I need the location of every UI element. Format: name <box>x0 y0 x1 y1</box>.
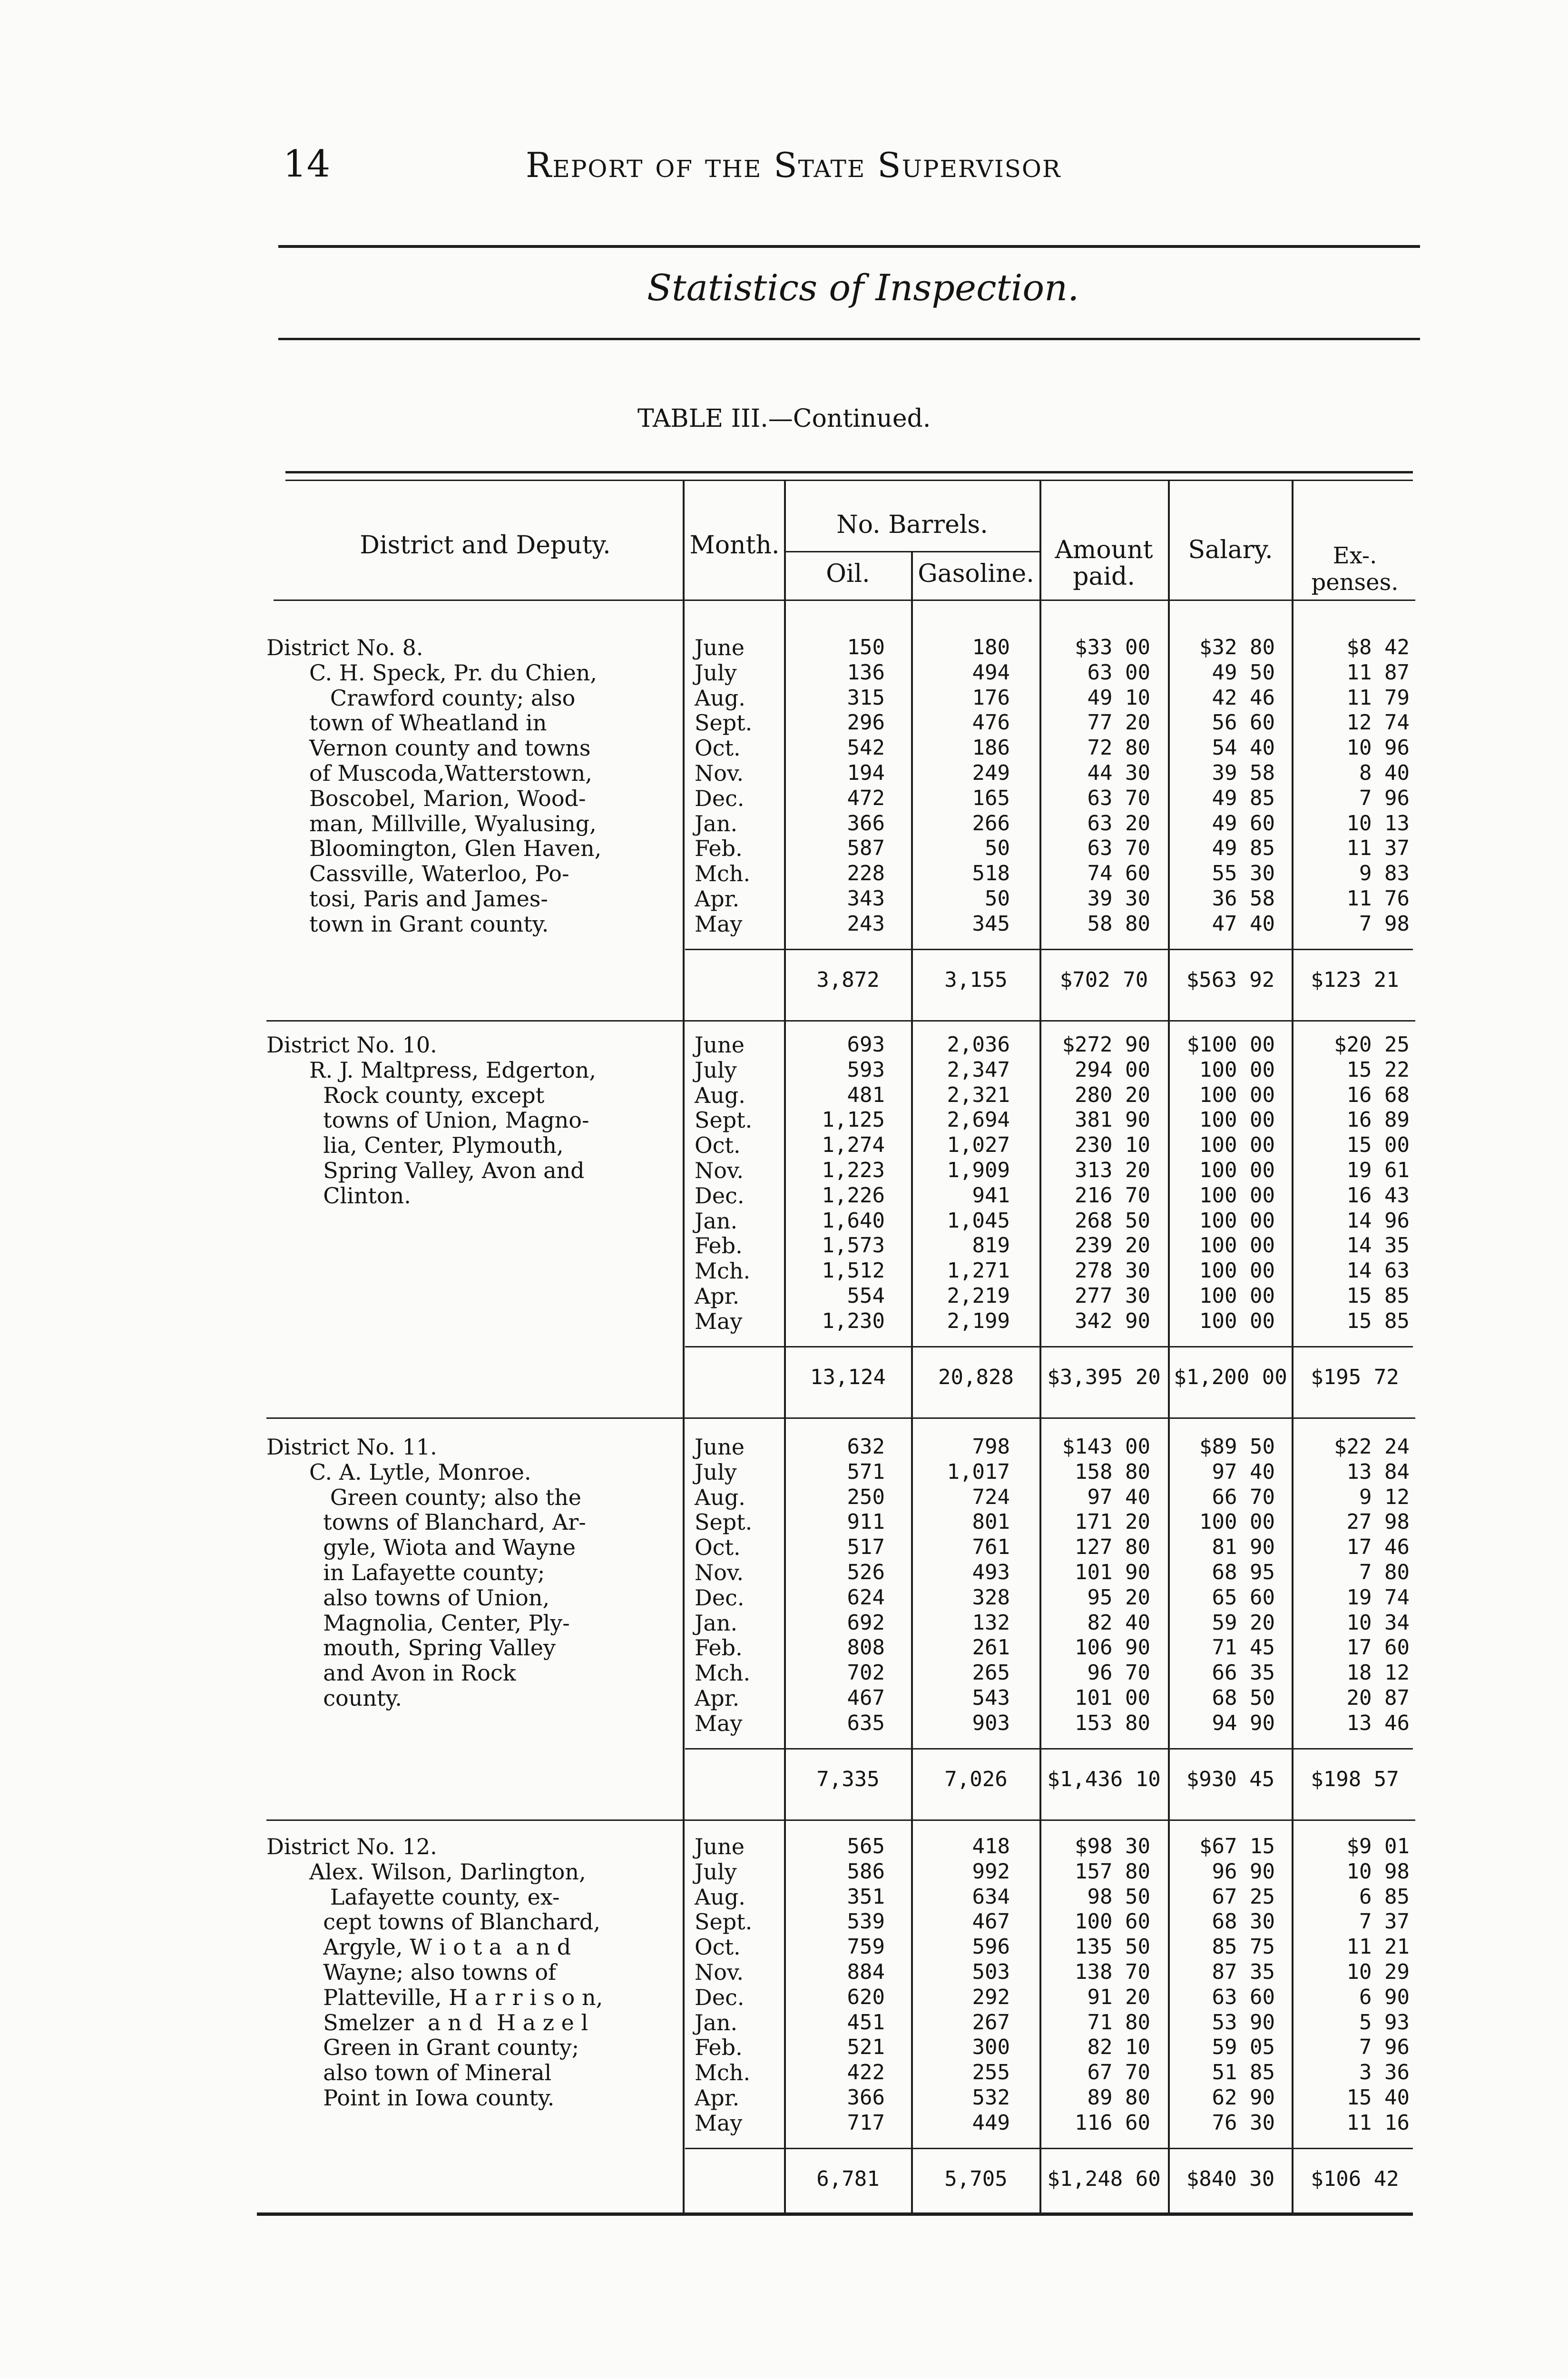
block-separator-rule <box>266 1020 1415 1022</box>
total-salary: $930 45 <box>1186 1767 1275 1791</box>
table-rule-top-1 <box>285 471 1413 473</box>
col-header-expenses: Ex-. penses. <box>1311 542 1399 596</box>
total-expenses: $195 72 <box>1311 1365 1399 1389</box>
total-gasoline: 3,155 <box>944 967 1008 992</box>
gasoline-values: 2,036 2,347 2,321 2,694 1,027 1,909 941 1,045 819 1,271 2,219 2,199 <box>947 1032 1010 1333</box>
total-oil: 6,781 <box>816 2166 880 2191</box>
barrels-subrule <box>785 551 1039 552</box>
total-expenses: $106 42 <box>1311 2166 1399 2191</box>
salary-values: $100 00 100 00 100 00 100 00 100 00 100 00 100 00 100 00 100 00 100 00 100 00 100 00 <box>1186 1032 1275 1333</box>
col-header-district: District and Deputy. <box>360 531 611 560</box>
rule-top <box>278 245 1420 248</box>
total-oil: 3,872 <box>816 967 880 992</box>
totals-rule <box>685 2148 1413 2149</box>
district-description: C. A. Lytle, Monroe. Green county; also the towns of Blanchard, Ar- gyle, Wiota and Wayne in Lafayette county; also towns of Union, Magnolia, Center, Ply- mouth, Spring Valley and Avon in Rock county. <box>309 1459 586 1711</box>
amount-values: $272 90 294 00 280 20 381 90 230 10 313 20 216 70 268 50 239 20 278 30 277 30 342 90 <box>1062 1032 1150 1333</box>
oil-values: 565 586 351 539 759 884 620 451 521 422 366 717 <box>847 1834 885 2135</box>
rule-under-subtitle <box>278 338 1420 340</box>
total-oil: 13,124 <box>810 1365 886 1389</box>
district-title: District No. 12. <box>266 1834 437 1859</box>
section-title: Statistics of Inspection. <box>647 266 1079 309</box>
oil-values: 693 593 481 1,125 1,274 1,223 1,226 1,640 1,573 1,512 554 1,230 <box>822 1032 885 1333</box>
amount-values: $33 00 63 00 49 10 77 20 72 80 44 30 63 70 63 20 63 70 74 60 39 30 58 80 <box>1075 635 1150 936</box>
total-gasoline: 20,828 <box>938 1365 1014 1389</box>
col-header-amount: Amount paid. <box>1055 536 1153 591</box>
col-header-salary: Salary. <box>1188 536 1273 564</box>
district-description: Alex. Wilson, Darlington, Lafayette county, ex- cept towns of Blanchard, Argyle, W i o t a a n d Wayne; also towns of Platteville, H a r r i s o n, Smelzer a n d H a z e l Green in Grant county; also town of Mineral Point in Iowa county. <box>309 1858 603 2111</box>
expenses-values: $20 25 15 22 16 68 16 89 15 00 19 61 16 43 14 96 14 35 14 63 15 85 15 85 <box>1334 1032 1410 1333</box>
salary-values: $32 80 49 50 42 46 56 60 54 40 39 58 49 85 49 60 49 85 55 30 36 58 47 40 <box>1199 635 1275 936</box>
month-list: June July Aug. Sept. Oct. Nov. Dec. Jan. Feb. Mch. Apr. May <box>695 1834 753 2136</box>
gasoline-values: 798 1,017 724 801 761 493 328 132 261 265 543 903 <box>947 1435 1010 1735</box>
district-title: District No. 10. <box>266 1032 437 1058</box>
totals-rule <box>685 949 1413 950</box>
totals-rule <box>685 1346 1413 1347</box>
table-rule-top-2 <box>285 480 1413 481</box>
oil-values: 150 136 315 296 542 194 472 366 587 228 343 243 <box>847 635 885 936</box>
page-number: 14 <box>283 143 331 186</box>
district-title: District No. 11. <box>266 1434 437 1460</box>
total-salary: $840 30 <box>1186 2166 1275 2191</box>
salary-values: $89 50 97 40 66 70 100 00 81 90 68 95 65 60 59 20 71 45 66 35 68 50 94 90 <box>1199 1435 1275 1735</box>
expenses-values: $8 42 11 87 11 79 12 74 10 96 8 40 7 96 10 13 11 37 9 83 11 76 7 98 <box>1346 635 1410 936</box>
district-description: R. J. Maltpress, Edgerton, Rock county, except towns of Union, Magno- lia, Center, Plymouth, Spring Valley, Avon and Clinton. <box>309 1057 596 1209</box>
expenses-values: $22 24 13 84 9 12 27 98 17 46 7 80 19 74 10 34 17 60 18 12 20 87 13 46 <box>1334 1435 1410 1735</box>
month-list: June July Aug. Sept. Oct. Nov. Dec. Jan. Feb. Mch. Apr. May <box>695 635 753 937</box>
oil-values: 632 571 250 911 517 526 624 692 808 702 467 635 <box>847 1435 885 1735</box>
gasoline-values: 418 992 634 467 596 503 292 267 300 255 532 449 <box>972 1834 1010 2135</box>
month-list: June July Aug. Sept. Oct. Nov. Dec. Jan. Feb. Mch. Apr. May <box>695 1032 753 1334</box>
total-salary: $563 92 <box>1186 967 1275 992</box>
total-gasoline: 5,705 <box>944 2166 1008 2191</box>
total-amount: $3,395 20 <box>1047 1365 1161 1389</box>
total-expenses: $198 57 <box>1311 1767 1399 1791</box>
totals-rule <box>685 1748 1413 1750</box>
table-title: TABLE III.—Continued. <box>637 404 931 433</box>
total-expenses: $123 21 <box>1311 967 1399 992</box>
amount-values: $143 00 158 80 97 40 171 20 127 80 101 90 95 20 82 40 106 90 96 70 101 00 153 80 <box>1062 1435 1150 1735</box>
header-bottom-rule <box>274 600 1415 601</box>
total-salary: $1,200 00 <box>1174 1365 1287 1389</box>
total-oil: 7,335 <box>816 1767 880 1791</box>
col-header-oil: Oil. <box>826 560 870 588</box>
total-gasoline: 7,026 <box>944 1767 1008 1791</box>
total-amount: $1,436 10 <box>1047 1767 1161 1791</box>
gasoline-values: 180 494 176 476 186 249 165 266 50 518 50 345 <box>972 635 1010 936</box>
col-header-barrels: No. Barrels. <box>836 511 988 539</box>
table-rule-bottom <box>257 2212 1413 2216</box>
total-amount: $702 70 <box>1059 967 1148 992</box>
col-rule-1 <box>683 481 685 2212</box>
block-separator-rule <box>266 1417 1415 1419</box>
district-description: C. H. Speck, Pr. du Chien, Crawford county; also town of Wheatland in Vernon county and towns of Muscoda,Watterstown, Boscobel, Marion, Wood- man, Millville, Wyalusing, Bloomington, Glen Haven, Cassville, Waterloo, Po- tosi, Paris and James- town in Grant county. <box>309 659 602 937</box>
total-amount: $1,248 60 <box>1047 2166 1161 2191</box>
district-title: District No. 8. <box>266 635 423 660</box>
month-list: June July Aug. Sept. Oct. Nov. Dec. Jan. Feb. Mch. Apr. May <box>695 1434 753 1736</box>
col-header-month: Month. <box>689 531 780 560</box>
block-separator-rule <box>266 1819 1415 1821</box>
amount-values: $98 30 157 80 98 50 100 60 135 50 138 70 91 20 71 80 82 10 67 70 89 80 116 60 <box>1075 1834 1150 2135</box>
running-title: Report of the State Supervisor <box>526 145 1061 185</box>
col-header-gasoline: Gasoline. <box>918 560 1034 588</box>
salary-values: $67 15 96 90 67 25 68 30 85 75 87 35 63 60 53 90 59 05 51 85 62 90 76 30 <box>1199 1834 1275 2135</box>
expenses-values: $9 01 10 98 6 85 7 37 11 21 10 29 6 90 5 93 7 96 3 36 15 40 11 16 <box>1346 1834 1410 2135</box>
